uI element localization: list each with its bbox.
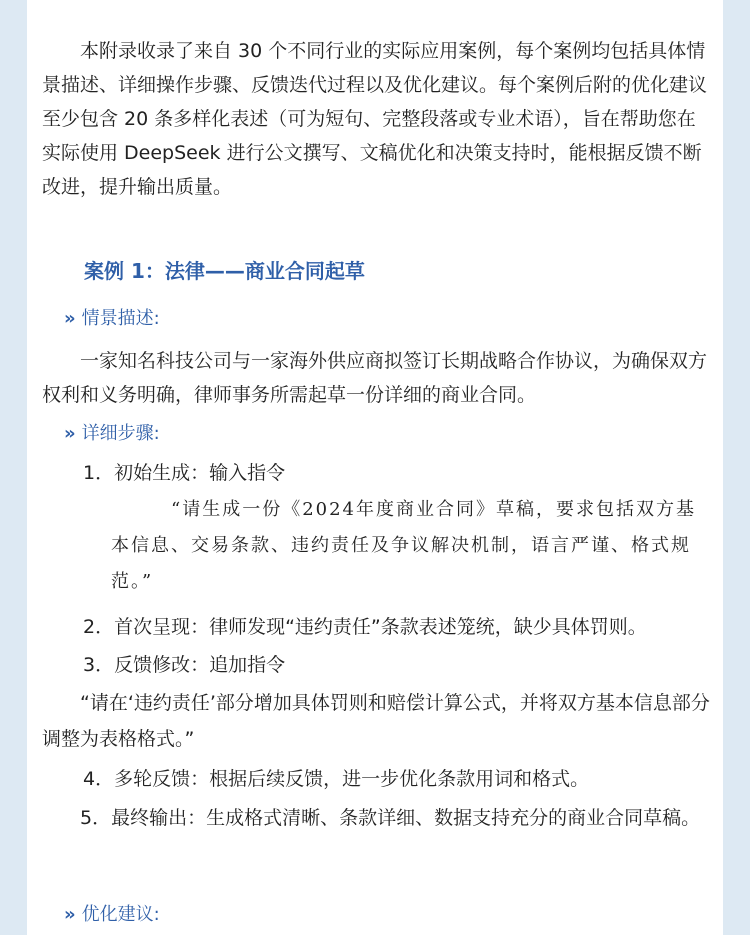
intro-paragraph: 本附录收录了来自 30 个不同行业的实际应用案例，每个案例均包括具体情景描述、详细操作步骤、反馈迭代过程以及优化建议。每个案例后附的优化建议至少包含 20 条多样化表述（可为短句、完整段落或专业术语），旨在帮助您在实际使用 DeepSeek 进行公文撰写、文稿优化和决策支持时，能根据反馈不断改进，提升输出质量。 (42, 40, 708, 198)
double-chevron-right-icon: » (64, 308, 76, 329)
steps-heading-label: 详细步骤: (81, 423, 160, 444)
step-1-quote (111, 492, 705, 600)
step-2: 2．首次呈现：律师发现“违约责任”条款表述笼统，缺少具体罚则。 (83, 616, 647, 638)
step-3: 3．反馈修改：追加指令 (83, 654, 286, 676)
step-4: 4．多轮反馈：根据后续反馈，进一步优化条款用词和格式。 (83, 768, 590, 790)
optimization-heading-label: 优化建议: (81, 904, 160, 925)
document-page (27, 0, 723, 935)
step-3-quote: “请在‘违约责任’部分增加具体罚则和赔偿计算公式，并将双方基本信息部分调整为表格格式。” (42, 692, 710, 750)
step-1-quote-text: “请生成一份《2024年度商业合同》草稿，要求包括双方基本信息、交易条款、违约责任及争议解决机制，语言严谨、格式规范。” (111, 499, 697, 592)
step-5: 5．最终输出：生成格式清晰、条款详细、数据支持充分的商业合同草稿。 (80, 807, 701, 829)
scenario-heading (64, 306, 160, 332)
steps-heading (64, 421, 160, 447)
scenario-paragraph: 一家知名科技公司与一家海外供应商拟签订长期战略合作协议，为确保双方权利和义务明确，律师事务所需起草一份详细的商业合同。 (42, 350, 708, 406)
double-chevron-right-icon: » (64, 423, 76, 444)
scenario-heading-label: 情景描述: (81, 308, 160, 329)
case-title: 案例 1：法律——商业合同起草 (84, 259, 365, 283)
optimization-heading (64, 902, 160, 928)
step-1: 1．初始生成：输入指令 (83, 462, 286, 484)
double-chevron-right-icon: » (64, 904, 76, 925)
